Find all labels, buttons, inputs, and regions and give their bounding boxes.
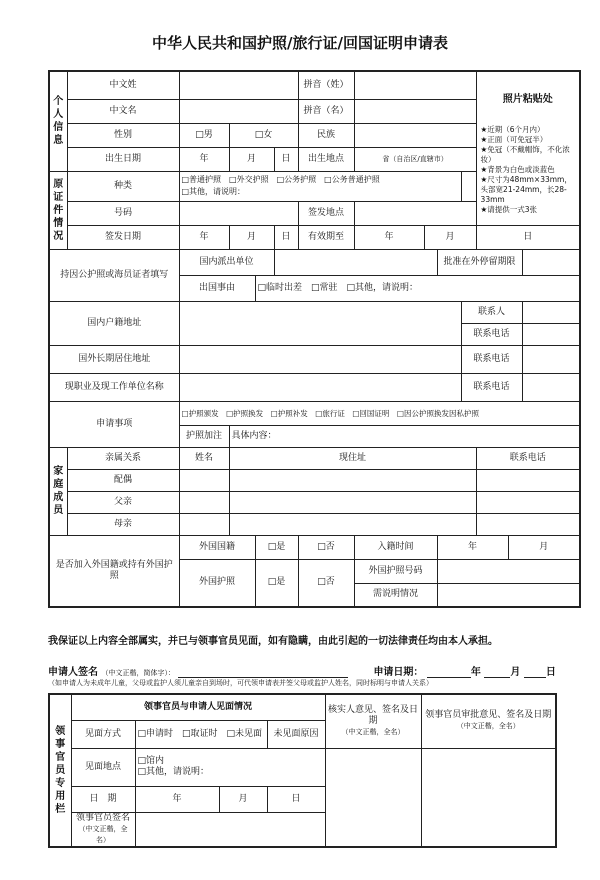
mother-name-field[interactable] xyxy=(179,513,229,535)
spouse-address-field[interactable] xyxy=(229,469,476,491)
application-month-field[interactable] xyxy=(484,667,510,678)
meeting-place-label: 见面地点 xyxy=(71,748,135,786)
application-day-label: 日 xyxy=(545,667,556,678)
form-title: 中华人民共和国护照/旅行证/回国证明申请表 xyxy=(152,34,448,52)
not-met-reason-label: 未见面原因 xyxy=(267,720,325,748)
approver-block xyxy=(421,694,556,748)
officer-sign-field[interactable] xyxy=(135,812,325,847)
application-options[interactable]: □护照颁发 □护照换发 □护照补发 □旅行证 □回国证明 □因公护照换发因私护照 xyxy=(179,401,580,425)
domestic-phone-field[interactable] xyxy=(522,323,580,345)
birth-place-label: 出生地点 xyxy=(298,147,354,171)
family-section-label: 家 庭 成 员 xyxy=(49,447,67,535)
work-unit-label: 现职业及现工作单位名称 xyxy=(49,373,179,401)
application-items-label: 申请事项 xyxy=(49,401,179,447)
gender-label: 性别 xyxy=(67,123,179,147)
gender-male-checkbox[interactable]: □男 xyxy=(179,123,229,147)
doc-type-label: 种类 xyxy=(67,171,179,201)
naturalization-year[interactable]: 年 xyxy=(437,535,508,559)
reviewer-field[interactable] xyxy=(325,748,421,847)
photo-req-4: ★背景为白色或淡蓝色 xyxy=(480,165,555,174)
dispatch-unit-field[interactable] xyxy=(274,249,437,275)
issue-month[interactable]: 月 xyxy=(229,225,274,249)
family-name-header: 姓名 xyxy=(179,447,229,469)
photo-req-1: ★近期（6个月内） xyxy=(480,125,545,134)
meeting-day[interactable]: 日 xyxy=(267,786,325,812)
place-in-checkbox[interactable]: □馆内 xyxy=(137,756,165,766)
birth-month[interactable]: 月 xyxy=(229,147,274,171)
father-address-field[interactable] xyxy=(229,491,476,513)
passport-yes-checkbox[interactable]: □是 xyxy=(255,559,298,607)
photo-req-6: ★请提供一式3张 xyxy=(480,205,538,214)
meeting-method-options[interactable]: □申请时 □取证时 □未见面 xyxy=(135,720,267,748)
foreign-passport-q: 外国护照 xyxy=(179,559,255,607)
purpose-label: 出国事由 xyxy=(179,275,255,301)
application-month-label: 月 xyxy=(510,667,521,678)
officer-sign-label: 领事官员签名 xyxy=(75,812,130,823)
place-other-checkbox[interactable]: □其他，请说明： xyxy=(137,767,210,777)
naturalization-time-label: 入籍时间 xyxy=(354,535,437,559)
dispatch-unit-label: 国内派出单位 xyxy=(179,249,274,275)
naturalization-month[interactable]: 月 xyxy=(508,535,580,559)
pinyin-surname-label: 拼音（姓） xyxy=(298,71,354,99)
foreign-nationality-label: 是否加入外国籍或持有外国护照 xyxy=(49,535,179,607)
pinyin-surname-field[interactable] xyxy=(354,71,476,99)
foreign-phone-field[interactable] xyxy=(522,345,580,373)
issue-date-label: 签发日期 xyxy=(67,225,179,249)
valid-month[interactable]: 月 xyxy=(424,225,476,249)
photo-req-3: ★免冠（不戴帽饰，不化浓妆） xyxy=(480,145,570,164)
doc-type-other-checkbox[interactable]: □其他，请说明： xyxy=(181,187,246,196)
officer-sign-block xyxy=(71,812,135,847)
approver-label: 领事官员审批意见、签名及日期 xyxy=(425,710,552,721)
doc-type-options[interactable] xyxy=(179,171,461,201)
signature-hint: （中文正楷，简体字）： xyxy=(101,669,175,677)
foreign-address-field[interactable] xyxy=(179,345,461,373)
reviewer-hint: （中文正楷，全名） xyxy=(341,727,405,736)
birth-place-field[interactable]: 省（自治区/直辖市） xyxy=(354,147,476,171)
birth-year[interactable]: 年 xyxy=(179,147,229,171)
official-passport-label: 持因公护照或海员证者填写 xyxy=(49,249,179,301)
application-day-field[interactable] xyxy=(524,667,546,678)
issue-year[interactable]: 年 xyxy=(179,225,229,249)
approved-stay-field[interactable] xyxy=(522,249,580,275)
mother-address-field[interactable] xyxy=(229,513,476,535)
photo-req-5: ★尺寸为48mm×33mm，头部宽21-24mm，长28-33mm xyxy=(480,175,572,204)
family-father-label: 父亲 xyxy=(67,491,179,513)
valid-until-label: 有效期至 xyxy=(298,225,354,249)
foreign-passport-number-label: 外国护照号码 xyxy=(354,559,437,583)
application-year-label: 年 xyxy=(470,667,481,678)
explain-label: 需说明情况 xyxy=(354,583,437,607)
pinyin-given-field[interactable] xyxy=(354,99,476,123)
issue-place-label: 签发地点 xyxy=(298,201,354,225)
chinese-given-field[interactable] xyxy=(179,99,298,123)
valid-year[interactable]: 年 xyxy=(354,225,424,249)
work-phone-label: 联系电话 xyxy=(461,373,522,401)
meeting-place-options[interactable] xyxy=(135,748,325,786)
father-phone-field[interactable] xyxy=(476,491,580,513)
issue-place-field[interactable] xyxy=(354,201,476,225)
birth-date-label: 出生日期 xyxy=(67,147,179,171)
purpose-options[interactable]: □临时出差 □常驻 □其他，请说明： xyxy=(255,275,580,301)
foreign-phone-label: 联系电话 xyxy=(461,345,522,373)
domestic-address-field[interactable] xyxy=(179,301,461,345)
work-phone-field[interactable] xyxy=(522,373,580,401)
chinese-surname-field[interactable] xyxy=(179,71,298,99)
endorsement-label: 护照加注 xyxy=(179,425,229,447)
ethnicity-label: 民族 xyxy=(298,123,354,147)
valid-day[interactable]: 日 xyxy=(476,225,580,249)
family-phone-header: 联系电话 xyxy=(476,447,580,469)
domestic-phone-label: 联系电话 xyxy=(461,323,522,345)
family-relation-header: 亲属关系 xyxy=(67,447,179,469)
doc-type-checkboxes[interactable]: □普通护照 □外交护照 □公务护照 □公务普通护照 xyxy=(181,175,380,184)
nationality-yes-checkbox[interactable]: □是 xyxy=(255,535,298,559)
chinese-surname-label: 中文姓 xyxy=(67,71,179,99)
endorsement-details[interactable]: 具体内容： xyxy=(229,425,580,447)
doc-number-label: 号码 xyxy=(67,201,179,225)
family-address-header: 现住址 xyxy=(229,447,476,469)
work-unit-field[interactable] xyxy=(179,373,461,401)
contact-person-field[interactable] xyxy=(522,301,580,323)
pinyin-given-label: 拼音（名） xyxy=(298,99,354,123)
photo-req-2: ★正面（可免冠半） xyxy=(480,135,548,144)
application-form-table xyxy=(48,70,581,608)
contact-person-label: 联系人 xyxy=(461,301,522,323)
meeting-month[interactable]: 月 xyxy=(219,786,267,812)
consular-section-label: 领 事 官 员 专 用 栏 xyxy=(49,694,71,847)
original-doc-section-label: 原 证 件 情 况 xyxy=(49,171,67,249)
spouse-phone-field[interactable] xyxy=(476,469,580,491)
family-spouse-label: 配偶 xyxy=(67,469,179,491)
ethnicity-field[interactable] xyxy=(354,123,476,147)
gender-female-checkbox[interactable]: □女 xyxy=(229,123,298,147)
application-date-label: 申请日期： xyxy=(373,667,424,678)
signature-field[interactable] xyxy=(178,667,348,678)
approver-hint: （中文正楷，全名） xyxy=(456,722,520,731)
meeting-method-label: 见面方式 xyxy=(71,720,135,748)
spouse-name-field[interactable] xyxy=(179,469,229,491)
photo-label: 照片粘贴处 xyxy=(502,94,553,105)
reviewer-block xyxy=(325,694,421,748)
reviewer-label: 核实人意见、签名及日期 xyxy=(328,704,419,726)
meeting-date-label: 日 期 xyxy=(71,786,135,812)
signature-note: （如申请人为未成年儿童，父母或监护人须儿童亲自到场时，可代领申请表并签父母或监护人姓名，同时标明与申请人关系） xyxy=(48,679,433,687)
birth-day[interactable]: 日 xyxy=(274,147,298,171)
doc-number-field[interactable] xyxy=(179,201,298,225)
father-name-field[interactable] xyxy=(179,491,229,513)
photo-area xyxy=(476,71,580,225)
approved-stay-label: 批准在外停留期限 xyxy=(437,249,522,275)
foreign-nationality-q: 外国国籍 xyxy=(179,535,255,559)
signature-label: 申请人签名 xyxy=(48,667,98,678)
chinese-given-label: 中文名 xyxy=(67,99,179,123)
meeting-year[interactable]: 年 xyxy=(135,786,219,812)
application-year-field[interactable] xyxy=(427,667,471,678)
passport-no-checkbox[interactable]: □否 xyxy=(298,559,354,607)
issue-day[interactable]: 日 xyxy=(274,225,298,249)
personal-section-label: 个 人 信 息 xyxy=(49,71,67,171)
explain-field[interactable] xyxy=(437,583,580,607)
foreign-address-label: 国外长期居住地址 xyxy=(49,345,179,373)
declaration-text: 我保证以上内容全部属实，并已与领事官员见面，如有隐瞒，由此引起的一切法律责任均由本人承担。 xyxy=(48,636,498,647)
mother-phone-field[interactable] xyxy=(476,513,580,535)
officer-sign-hint: （中文正楷，全名） xyxy=(78,824,128,844)
consular-section-table xyxy=(48,693,557,848)
nationality-no-checkbox[interactable]: □否 xyxy=(298,535,354,559)
meeting-status-header: 领事官员与申请人见面情况 xyxy=(71,694,325,720)
family-mother-label: 母亲 xyxy=(67,513,179,535)
signature-row xyxy=(48,663,568,678)
foreign-passport-number-field[interactable] xyxy=(437,559,580,583)
domestic-address-label: 国内户籍地址 xyxy=(49,301,179,345)
approver-field[interactable] xyxy=(421,748,556,847)
